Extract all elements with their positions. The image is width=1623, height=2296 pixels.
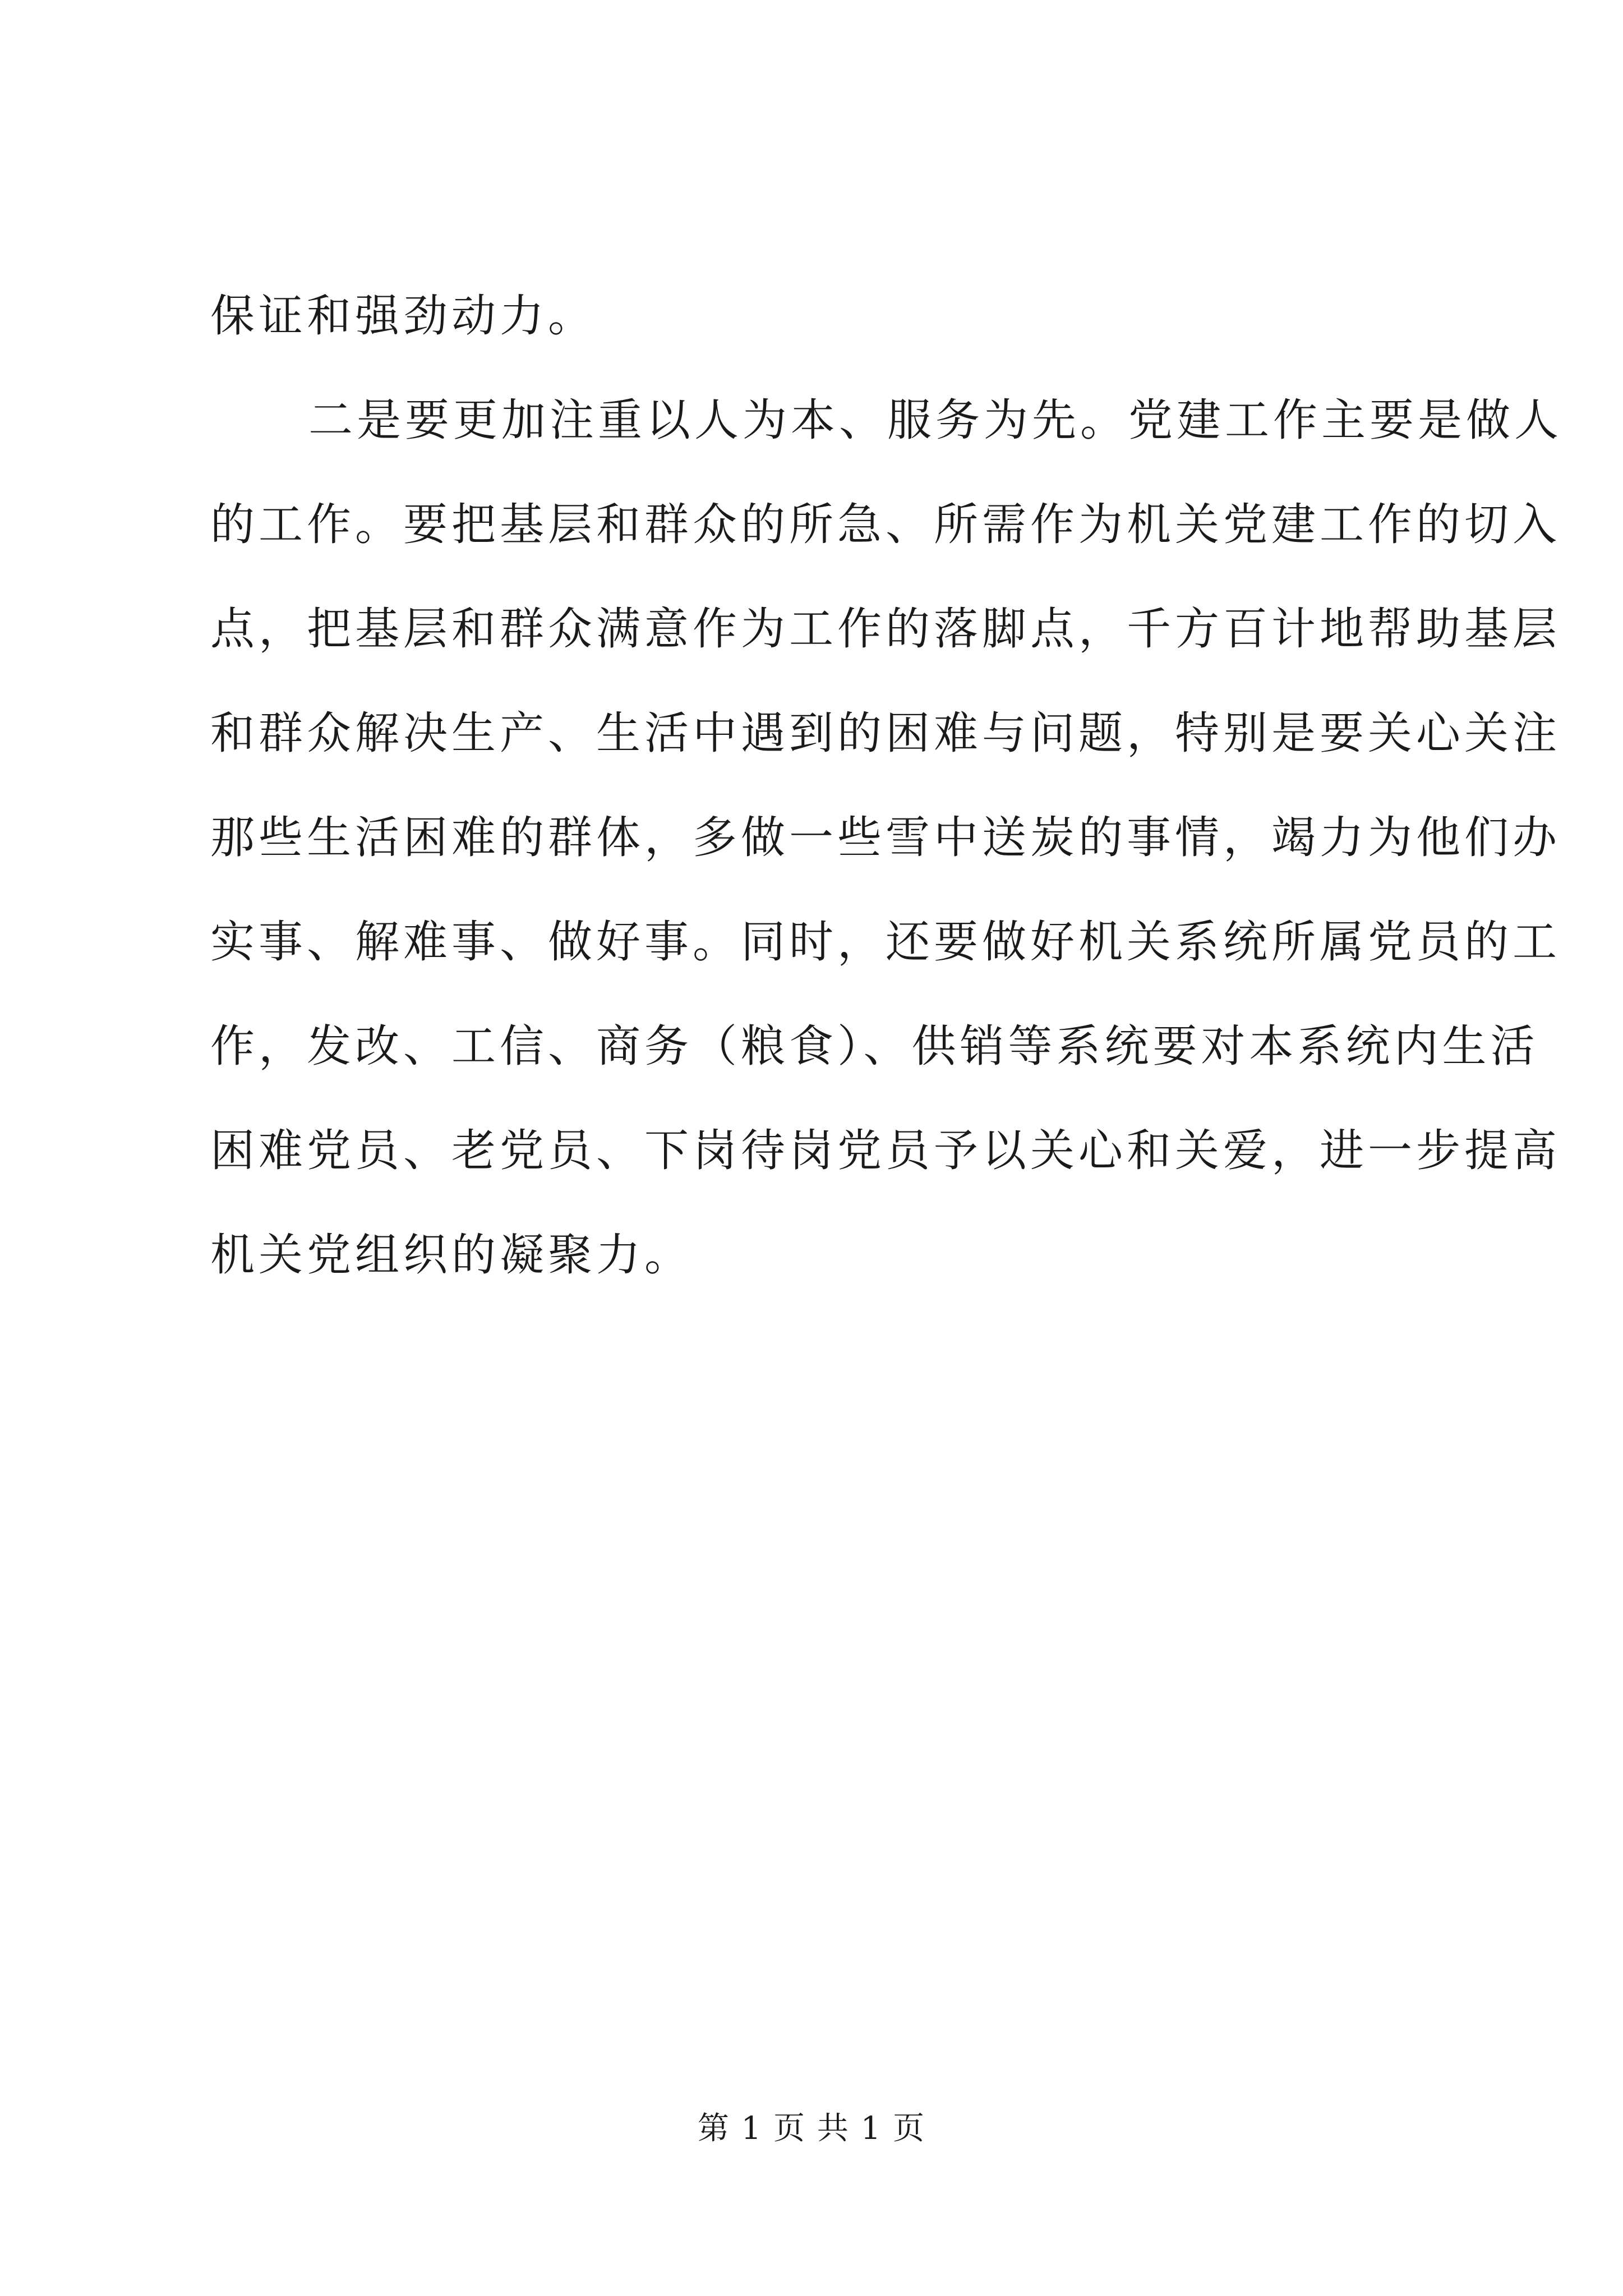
paragraph-line: 和群众解决生产、生活中遇到的困难与问题，特别是要关心关注 [210,707,1561,759]
paragraph-line: 实事、解难事、做好事。同时，还要做好机关系统所属党员的工 [210,916,1561,968]
paragraph-line: 作，发改、工信、商务（粮食）、供销等系统要对本系统内生活 [210,1020,1539,1072]
paragraph-line: 困难党员、老党员、下岗待岗党员予以关心和关爱，进一步提高 [210,1125,1561,1176]
document-body [210,264,1562,1307]
paragraph-line: 机关党组织的凝聚力。 [210,1229,693,1281]
paragraph-line: 保证和强劲动力。 [210,290,596,342]
paragraph-line: 二是要更加注重以人为本、服务为先。党建工作主要是做人 [308,394,1562,446]
paragraph-line: 那些生活困难的群体，多做一些雪中送炭的事情，竭力为他们办 [210,812,1561,863]
paragraph-line: 的工作。要把基层和群众的所急、所需作为机关党建工作的切入 [210,499,1561,550]
page-number-footer: 第 1 页 共 1 页 [697,2110,926,2147]
paragraph-line: 点，把基层和群众满意作为工作的落脚点，千方百计地帮助基层 [210,603,1561,655]
